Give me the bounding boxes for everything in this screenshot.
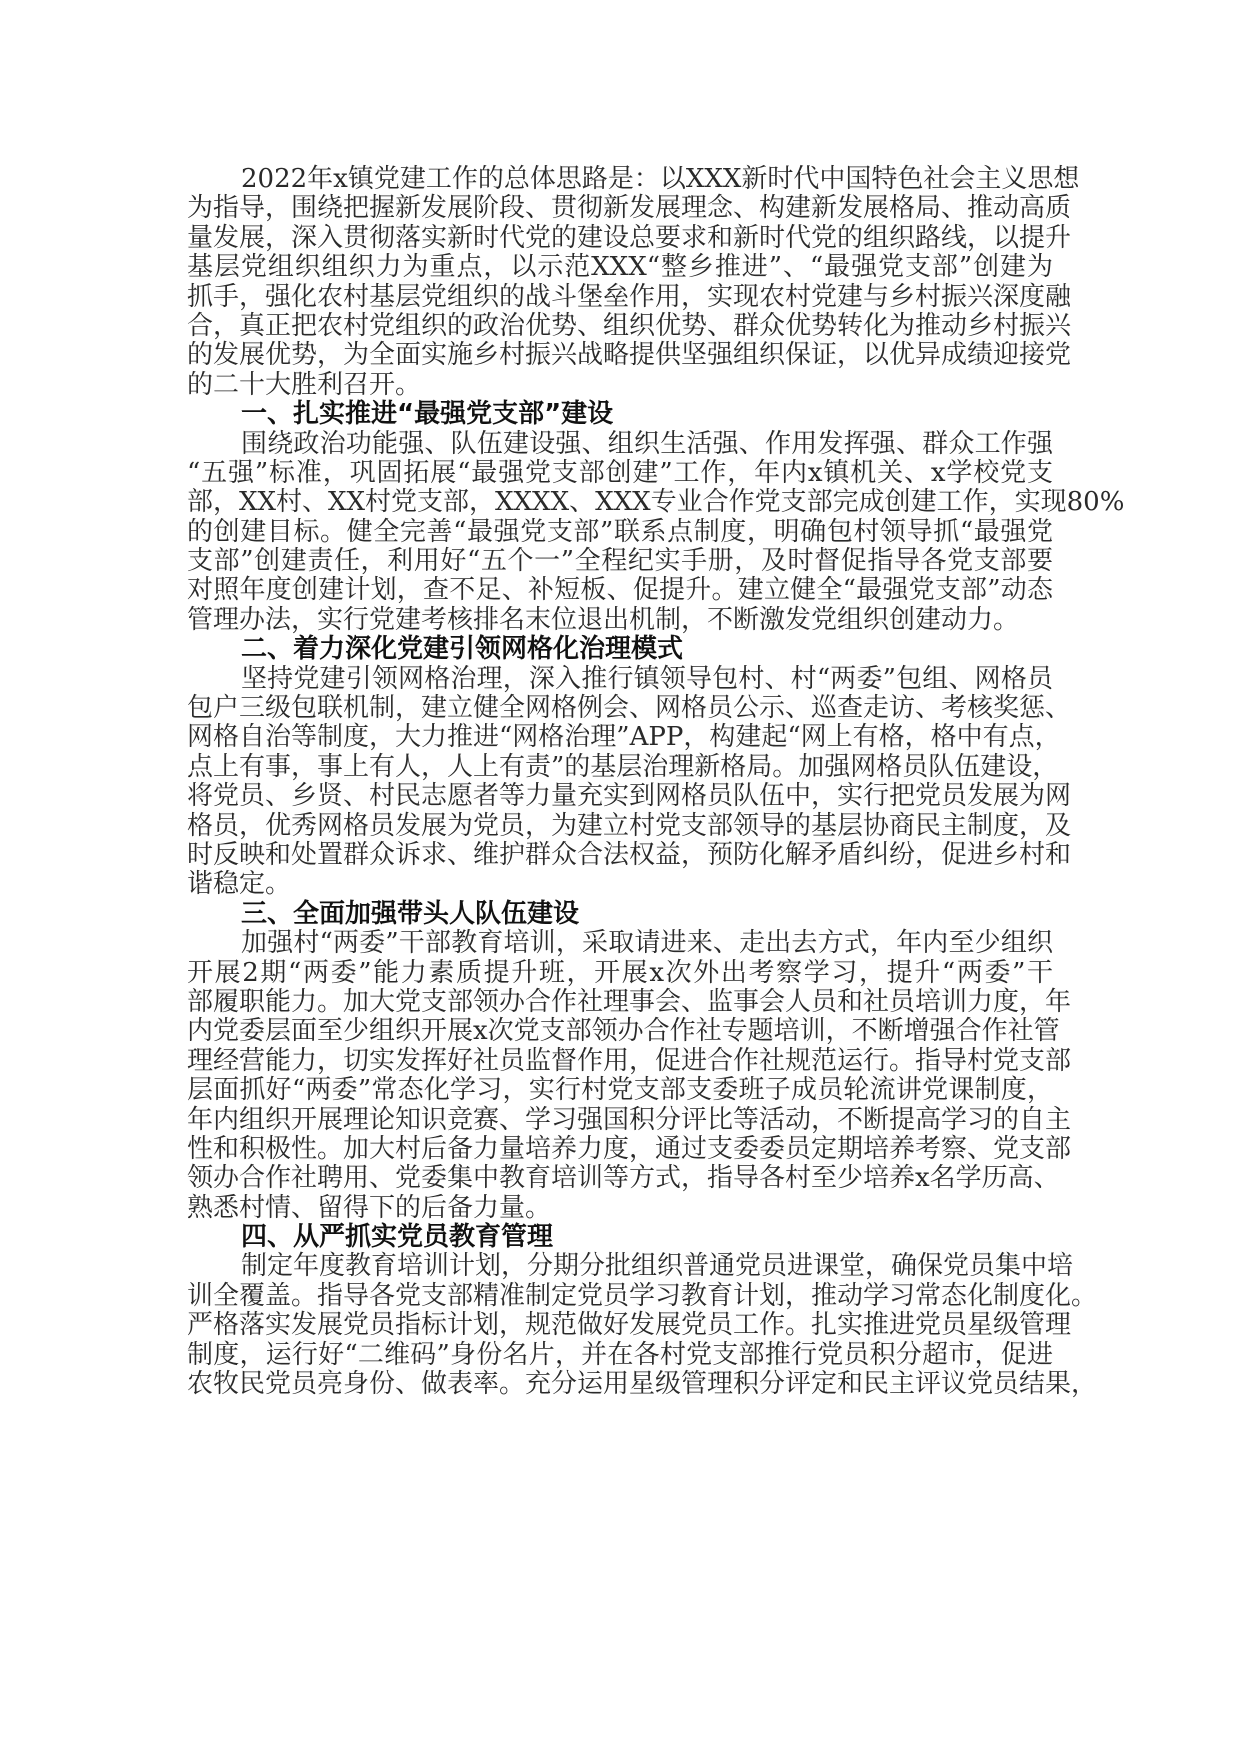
text-line: 训全覆盖。指导各党支部精准制定党员学习教育计划，推动学习常态化制度化。 — [187, 1280, 1098, 1311]
text-line: 管理办法，实行党建考核排名末位退出机制，不断激发党组织创建动力。 — [187, 604, 1020, 635]
text-line: 包户三级包联机制，建立健全网格例会、网格员公示、巡查走访、考核奖惩、 — [187, 693, 1072, 724]
text-line: 领办合作社聘用、党委集中教育培训等方式，指导各村至少培养x名学历高、 — [187, 1163, 1060, 1194]
text-line: 理经营能力，切实发挥好社员监督作用，促进合作社规范运行。指导村党支部 — [187, 1045, 1072, 1076]
text-line: 将党员、乡贤、村民志愿者等力量充实到网格员队伍中，实行把党员发展为网 — [187, 781, 1072, 812]
text-line: 网格自治等制度，大力推进“网格治理”APP，构建起“网上有格，格中有点， — [187, 722, 1061, 753]
text-line: 坚持党建引领网格治理，深入推行镇领导包村、村“两委”包组、网格员 — [241, 663, 1053, 694]
text-line: 加强村“两委”干部教育培训，采取请进来、走出去方式，年内至少组织 — [241, 928, 1053, 959]
text-line: 严格落实发展党员指标计划，规范做好发展党员工作。扎实推进党员星级管理 — [187, 1310, 1072, 1341]
text-line: 农牧民党员亮身份、做表率。充分运用星级管理积分评定和民主评议党员结果， — [187, 1369, 1098, 1400]
document-page — [187, 164, 1125, 1400]
text-line: 格员，优秀网格员发展为党员，为建立村党支部领导的基层协商民主制度，及 — [187, 810, 1072, 841]
text-line: 制定年度教育培训计划，分期分批组织普通党员进课堂，确保党员集中培 — [241, 1251, 1074, 1282]
section-heading: 三、全面加强带头人队伍建设 — [241, 898, 580, 929]
text-line: 为指导，围绕把握新发展阶段、贯彻新发展理念、构建新发展格局、推动高质 — [187, 193, 1072, 224]
section-4 — [187, 1222, 1098, 1400]
text-line: 内党委层面至少组织开展x次党支部领办合作社专题培训，不断增强合作社管 — [187, 1016, 1060, 1047]
section-heading: 二、着力深化党建引领网格化治理模式 — [241, 634, 684, 665]
text-line: 制度，运行好“二维码”身份名片，并在各村党支部推行党员积分超市，促进 — [187, 1339, 1053, 1370]
text-line: 部，XX村、XX村党支部，XXXX、XXX专业合作党支部完成创建工作，实现80% — [187, 487, 1125, 518]
text-line: 对照年度创建计划，查不足、补短板、促提升。建立健全“最强党支部”动态 — [187, 575, 1053, 606]
text-line: 性和积极性。加大村后备力量培养力度，通过支委委员定期培养考察、党支部 — [187, 1133, 1072, 1164]
intro-paragraph — [187, 164, 1080, 400]
text-line: 围绕政治功能强、队伍建设强、组织生活强、作用发挥强、群众工作强 — [241, 428, 1053, 459]
text-line: 时反映和处置群众诉求、维护群众合法权益，预防化解矛盾纠纷，促进乡村和 — [187, 839, 1072, 870]
text-line: 抓手，强化农村基层党组织的战斗堡垒作用，实现农村党建与乡村振兴深度融 — [187, 281, 1072, 312]
text-line: 部履职能力。加大党支部领办合作社理事会、监事会人员和社员培训力度，年 — [187, 986, 1072, 1017]
text-line: 谐稳定。 — [187, 869, 292, 900]
text-line: 年内组织开展理论知识竞赛、学习强国积分评比等活动，不断提高学习的自主 — [187, 1104, 1072, 1135]
text-line: “五强”标准，巩固拓展“最强党支部创建”工作，年内x镇机关、x学校党支 — [187, 457, 1053, 488]
text-line: 量发展，深入贯彻落实新时代党的建设总要求和新时代党的组织路线，以提升 — [187, 222, 1072, 253]
text-line: 的二十大胜利召开。 — [187, 369, 422, 400]
text-line: 的发展优势，为全面实施乡村振兴战略提供坚强组织保证，以优异成绩迎接党 — [187, 340, 1072, 371]
text-line: 合，真正把农村党组织的政治优势、组织优势、群众优势转化为推动乡村振兴 — [187, 310, 1072, 341]
text-line: 的创建目标。健全完善“最强党支部”联系点制度，明确包村领导抓“最强党 — [187, 516, 1053, 547]
section-heading: 四、从严抓实党员教育管理 — [241, 1222, 554, 1253]
text-line: 熟悉村情、留得下的后备力量。 — [187, 1192, 552, 1223]
section-3 — [187, 898, 1072, 1223]
section-1 — [187, 399, 1125, 635]
section-2 — [187, 634, 1072, 900]
text-line: 基层党组织组织力为重点，以示范XXX“整乡推进”、“最强党支部”创建为 — [187, 252, 1053, 283]
text-line: 支部”创建责任，利用好“五个一”全程纪实手册，及时督促指导各党支部要 — [187, 546, 1053, 577]
text-line: 2022年x镇党建工作的总体思路是：以XXX新时代中国特色社会主义思想 — [241, 164, 1080, 194]
text-line: 点上有事，事上有人，人上有责”的基层治理新格局。加强网格员队伍建设， — [187, 751, 1059, 782]
text-line: 层面抓好“两委”常态化学习，实行村党支部支委班子成员轮流讲党课制度， — [187, 1075, 1053, 1106]
text-line: 开展2期“两委”能力素质提升班，开展x次外出考察学习，提升“两委”干 — [187, 957, 1053, 988]
section-heading: 一、扎实推进“最强党支部”建设 — [241, 399, 614, 430]
